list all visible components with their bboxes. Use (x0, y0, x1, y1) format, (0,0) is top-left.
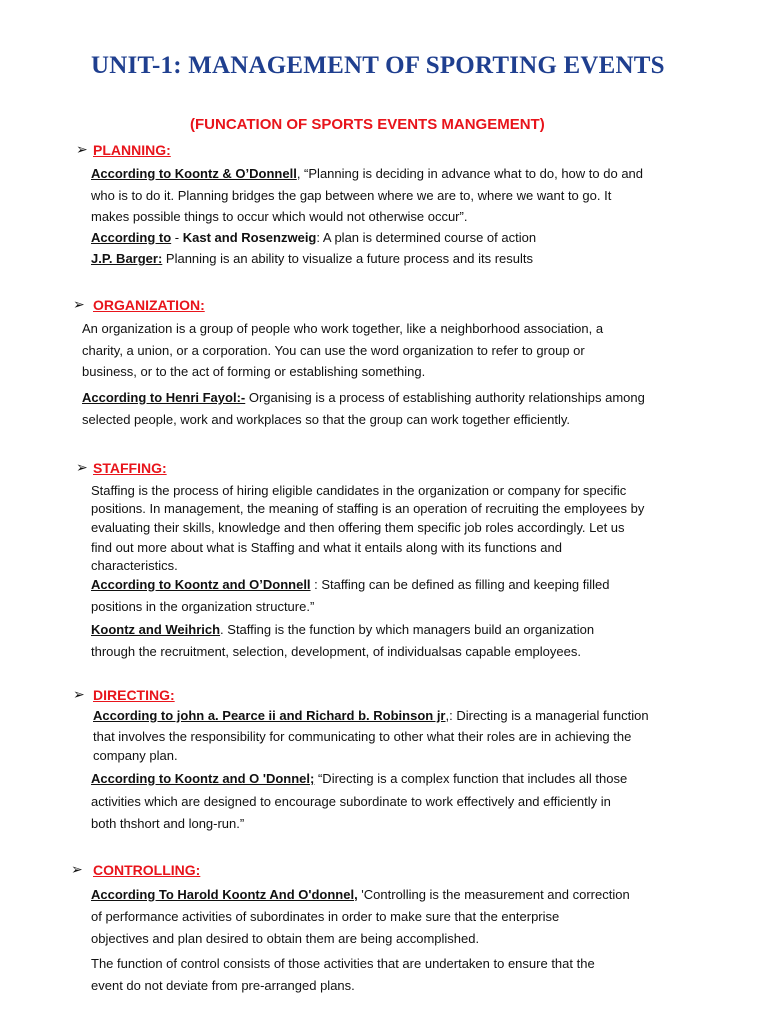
directing-paragraph-1-line-2: that involves the responsibility for communicating to other what their roles are in achieving the (93, 729, 632, 744)
page-title: UNIT-1: MANAGEMENT OF SPORTING EVENTS (91, 52, 665, 79)
page-subtitle: (FUNCATION OF SPORTS EVENTS MANGEMENT) (190, 116, 545, 133)
controlling-author-koontz: According To Harold Koontz And O'donnel, (91, 887, 358, 902)
directing-paragraph-1-line-3: company plan. (93, 748, 178, 763)
staffing-paragraph-1-line-3: evaluating their skills, knowledge and then offering them specific job roles accordingly. Let us (91, 520, 625, 535)
planning-heading: PLANNING: (93, 142, 171, 158)
staffing-paragraph-1-line-5: characteristics. (91, 558, 178, 573)
arrow-bullet-icon: ➢ (73, 686, 85, 702)
arrow-bullet-icon: ➢ (71, 861, 83, 877)
staffing-paragraph-3-line-2: through the recruitment, selection, development, of individualsas capable employees. (91, 644, 581, 659)
planning-author-koontz: According to Koontz & O’Donnell (91, 166, 297, 181)
staffing-paragraph-1: Staffing is the process of hiring eligible candidates in the organization or company for specific (91, 483, 627, 498)
staffing-paragraph-1-line-2: positions. In management, the meaning of staffing is an operation of recruiting the employees by (91, 501, 645, 516)
planning-author-barger: J.P. Barger: (91, 251, 163, 266)
planning-paragraph-1-line-3: makes possible things to occur which would not otherwise occur”. (91, 209, 468, 224)
directing-paragraph-2-line-3: both thshort and long-run.” (91, 816, 245, 831)
organization-paragraph-2: According to Henri Fayol:- Organising is a process of establishing authority relationships among (82, 390, 645, 405)
organization-paragraph-1-line-3: business, or to the act of forming or establishing something. (82, 364, 426, 379)
planning-paragraph-1-line-2: who is to do it. Planning bridges the gap between where we are to, where we want to go. It (91, 188, 612, 203)
planning-paragraph-3: J.P. Barger: Planning is an ability to visualize a future process and its results (91, 251, 533, 266)
directing-paragraph-2: According to Koontz and O 'Donnel; “Directing is a complex function that includes all those (91, 771, 628, 786)
directing-author-koontz: According to Koontz and O 'Donnel; (91, 771, 315, 786)
directing-paragraph-2-line-2: activities which are designed to encourage subordinate to work effectively and efficiently in (91, 794, 611, 809)
controlling-paragraph-1: According To Harold Koontz And O'donnel, 'Controlling is the measurement and correction (91, 887, 630, 902)
organization-paragraph-2-line-2: selected people, work and workplaces so that the group can work together efficiently. (82, 412, 571, 427)
controlling-paragraph-2-line-2: event do not deviate from pre-arranged plans. (91, 978, 355, 993)
arrow-bullet-icon: ➢ (76, 459, 88, 475)
directing-heading: DIRECTING: (93, 687, 175, 703)
staffing-paragraph-2-line-2: positions in the organization structure.” (91, 599, 315, 614)
directing-paragraph-1: According to john a. Pearce ii and Richard b. Robinson jr,: Directing is a managerial function (93, 708, 649, 723)
staffing-paragraph-1-line-4: find out more about what is Staffing and what it entails along with its functions and (91, 540, 562, 555)
staffing-author-koontz: According to Koontz and O’Donnell (91, 577, 311, 592)
planning-author-kast: Kast and Rosenzweig (182, 230, 317, 245)
arrow-bullet-icon: ➢ (73, 296, 85, 312)
staffing-heading: STAFFING: (93, 460, 167, 476)
organization-paragraph-1-line-2: charity, a union, or a corporation. You can use the word organization to refer to group or (82, 343, 585, 358)
staffing-author-weihrich: Koontz and Weihrich (91, 622, 221, 637)
controlling-paragraph-2: The function of control consists of those activities that are undertaken to ensure that the (91, 956, 595, 971)
controlling-heading: CONTROLLING: (93, 862, 201, 878)
staffing-paragraph-2: According to Koontz and O’Donnell : Staffing can be defined as filling and keeping filled (91, 577, 610, 592)
organization-author-fayol: According to Henri Fayol:- (82, 390, 246, 405)
arrow-bullet-icon: ➢ (76, 141, 88, 157)
controlling-paragraph-1-line-3: objectives and plan desired to obtain them are being accomplished. (91, 931, 480, 946)
organization-paragraph-1: An organization is a group of people who work together, like a neighborhood association, a (82, 321, 604, 336)
planning-paragraph-1: According to Koontz & O’Donnell, “Planning is deciding in advance what to do, how to do and (91, 166, 644, 181)
planning-paragraph-2: According to - Kast and Rosenzweig: A plan is determined course of action (91, 230, 537, 245)
directing-author-pearce: According to john a. Pearce ii and Richard b. Robinson jr (93, 708, 446, 723)
controlling-paragraph-1-line-2: of performance activities of subordinates in order to make sure that the enterprise (91, 909, 560, 924)
staffing-paragraph-3: Koontz and Weihrich. Staffing is the function by which managers build an organization (91, 622, 595, 637)
organization-heading: ORGANIZATION: (93, 297, 205, 313)
